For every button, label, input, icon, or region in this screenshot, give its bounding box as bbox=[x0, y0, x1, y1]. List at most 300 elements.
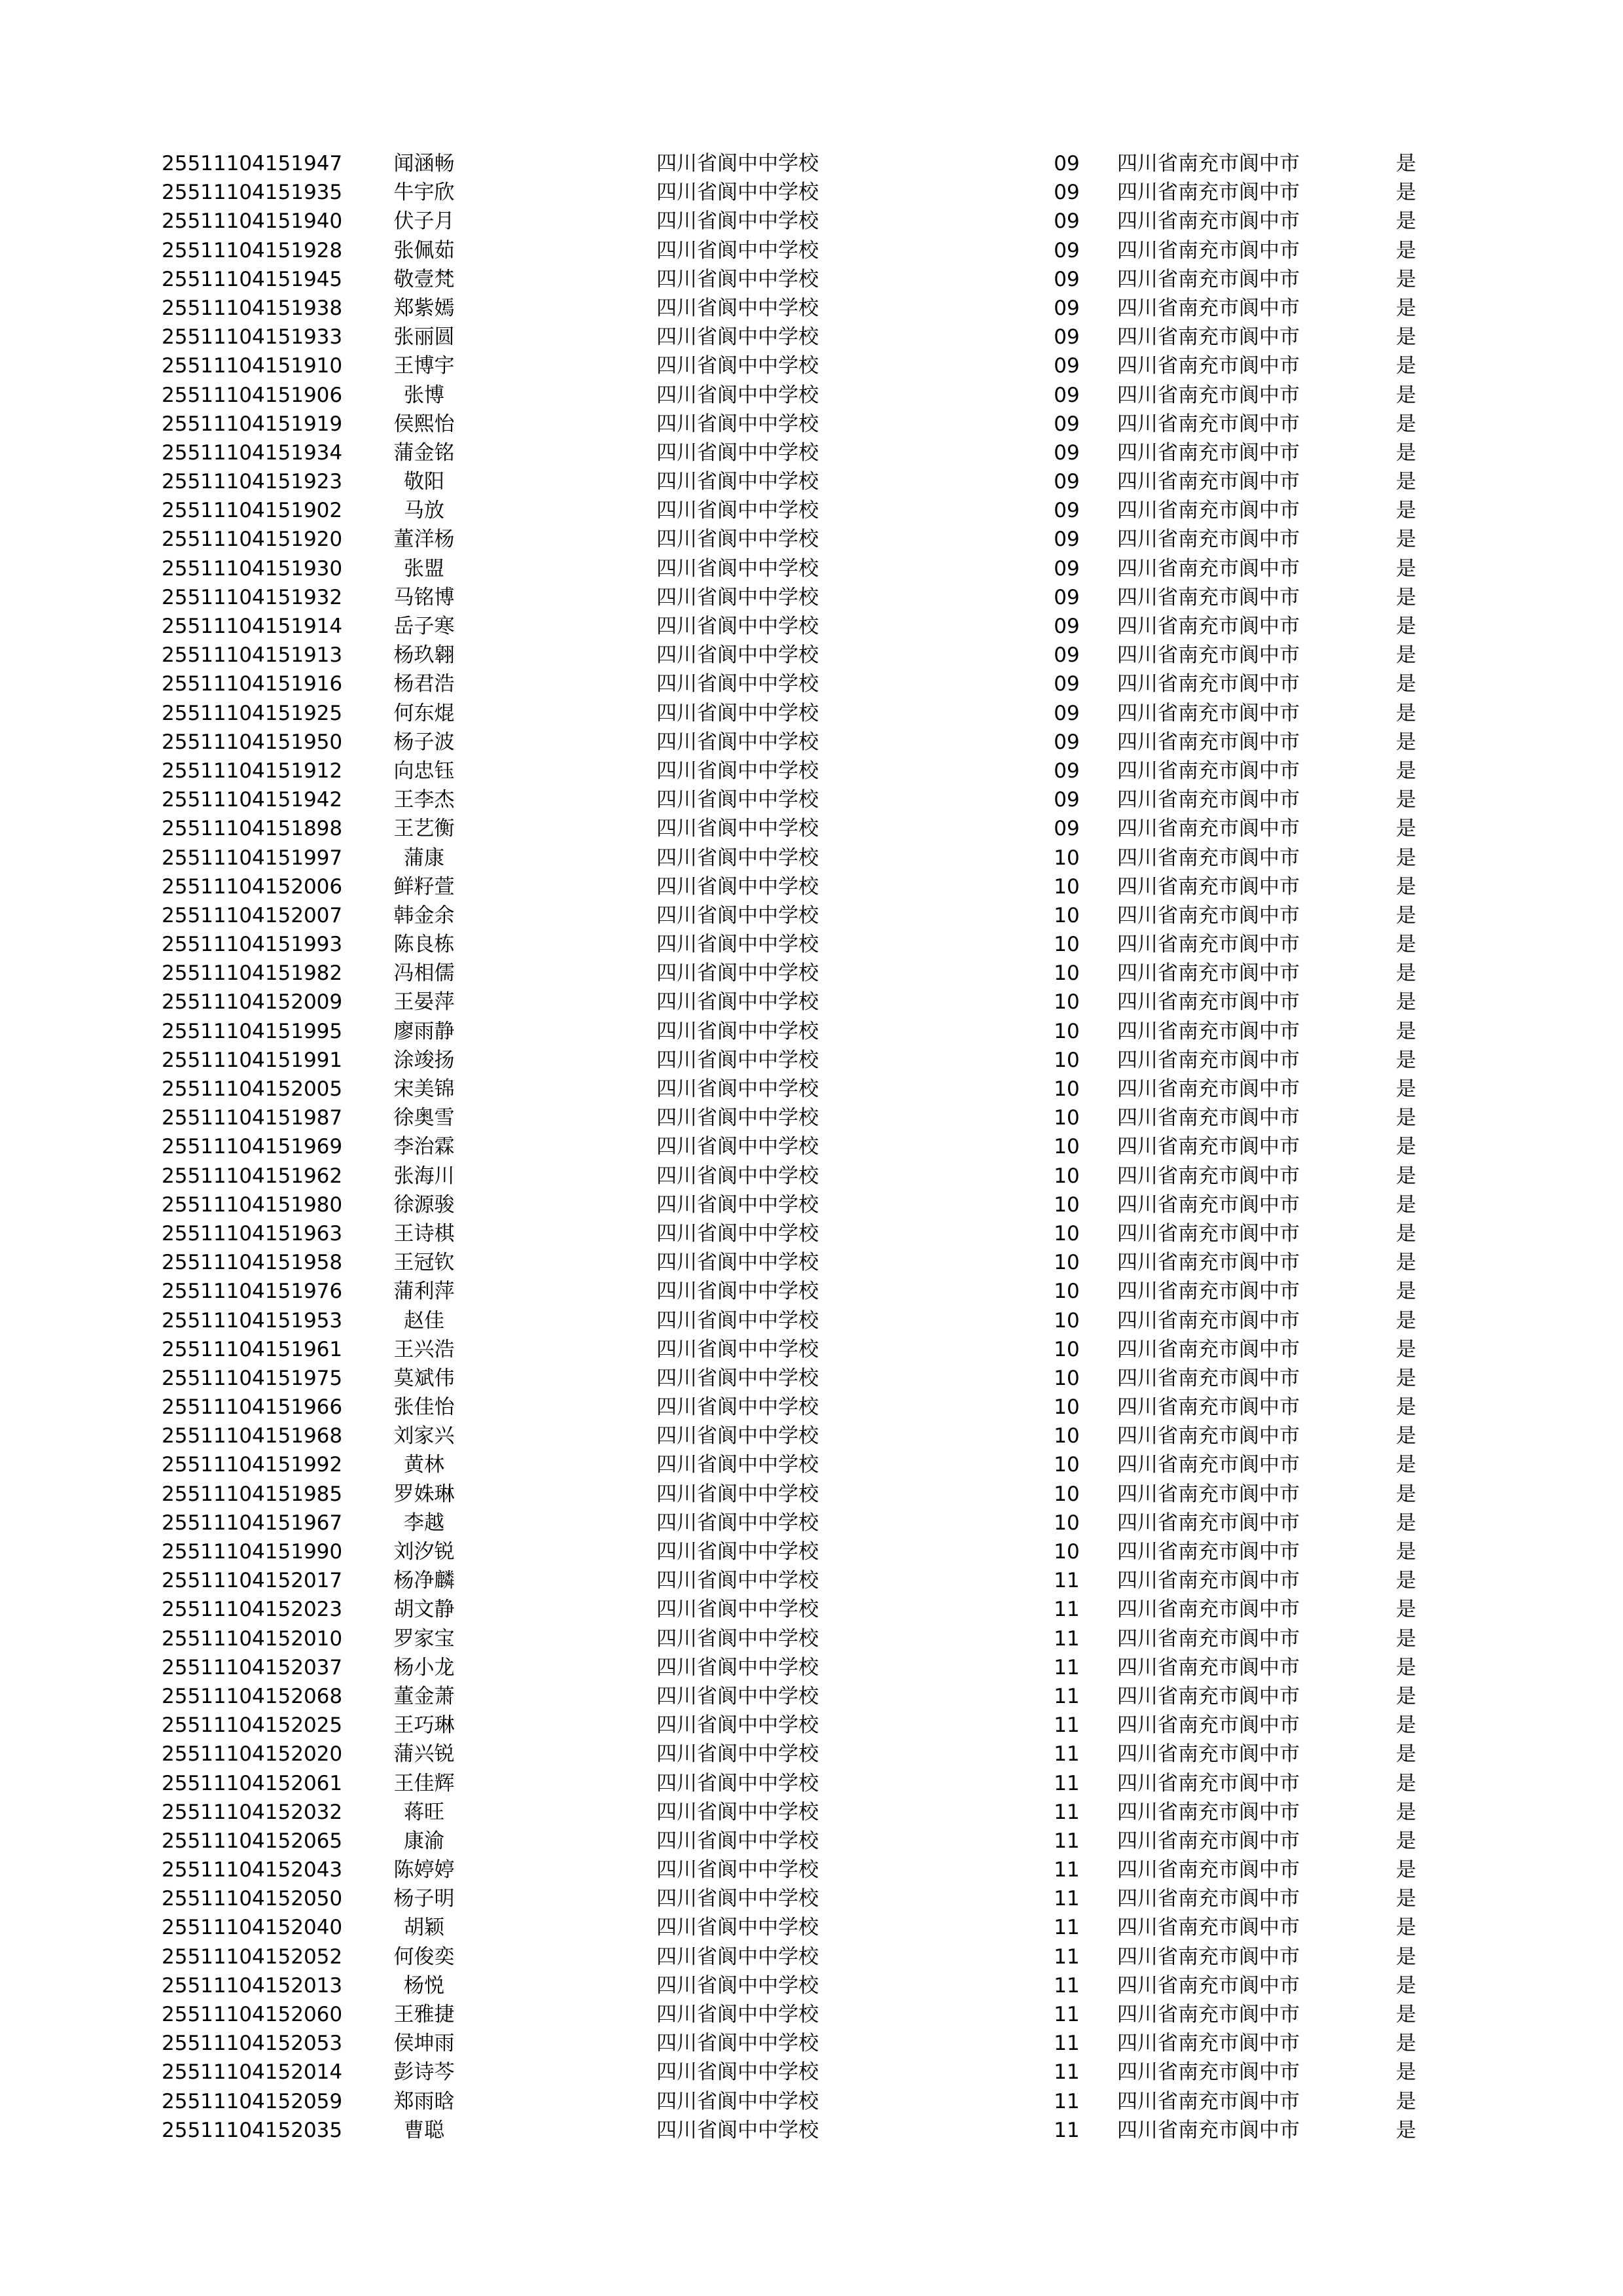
region-cell: 四川省南充市阆中市 bbox=[1117, 1684, 1300, 1708]
exam-number-cell: 25511104151933 bbox=[162, 325, 343, 350]
class-number-cell: 09 bbox=[1054, 354, 1080, 378]
region-cell: 四川省南充市阆中市 bbox=[1117, 383, 1300, 407]
table-row bbox=[0, 930, 1623, 959]
class-number-cell: 10 bbox=[1054, 961, 1080, 986]
table-row bbox=[0, 641, 1623, 670]
status-flag-cell: 是 bbox=[1396, 615, 1416, 638]
student-name-cell: 郑紫嫣 bbox=[393, 296, 455, 320]
class-number-cell: 11 bbox=[1054, 2118, 1080, 2142]
student-name-cell: 闻涵畅 bbox=[393, 152, 455, 175]
status-flag-cell: 是 bbox=[1396, 1077, 1416, 1101]
region-cell: 四川省南充市阆中市 bbox=[1117, 817, 1300, 841]
table-row bbox=[0, 728, 1623, 757]
region-cell: 四川省南充市阆中市 bbox=[1117, 1540, 1300, 1564]
exam-number-cell: 25511104151945 bbox=[162, 267, 343, 291]
school-name-cell: 四川省阆中中学校 bbox=[656, 1540, 819, 1564]
status-flag-cell: 是 bbox=[1396, 1482, 1416, 1506]
student-list-table bbox=[0, 149, 1623, 2145]
school-name-cell: 四川省阆中中学校 bbox=[656, 556, 819, 581]
exam-number-cell: 25511104151997 bbox=[162, 846, 343, 870]
exam-number-cell: 25511104151969 bbox=[162, 1135, 343, 1159]
table-row bbox=[0, 496, 1623, 525]
region-cell: 四川省南充市阆中市 bbox=[1117, 1106, 1300, 1130]
region-cell: 四川省南充市阆中市 bbox=[1117, 2032, 1300, 2056]
status-flag-cell: 是 bbox=[1396, 788, 1416, 812]
region-cell: 四川省南充市阆中市 bbox=[1117, 1308, 1300, 1333]
student-name-cell: 向忠钰 bbox=[393, 759, 455, 783]
student-name-cell: 杨子明 bbox=[393, 1887, 455, 1911]
exam-number-cell: 25511104151975 bbox=[162, 1366, 343, 1390]
exam-number-cell: 25511104151940 bbox=[162, 209, 343, 234]
student-name-cell: 王冠钦 bbox=[393, 1251, 455, 1275]
school-name-cell: 四川省阆中中学校 bbox=[656, 1655, 819, 1679]
class-number-cell: 10 bbox=[1054, 903, 1080, 927]
student-name-cell: 徐源骏 bbox=[393, 1193, 455, 1217]
class-number-cell: 11 bbox=[1054, 2060, 1080, 2085]
status-flag-cell: 是 bbox=[1396, 1800, 1416, 1824]
student-name-cell: 李治霖 bbox=[393, 1135, 455, 1159]
status-flag-cell: 是 bbox=[1396, 1626, 1416, 1651]
class-number-cell: 11 bbox=[1054, 1916, 1080, 1940]
exam-number-cell: 25511104151966 bbox=[162, 1395, 343, 1420]
class-number-cell: 09 bbox=[1054, 412, 1080, 436]
school-name-cell: 四川省阆中中学校 bbox=[656, 903, 819, 927]
region-cell: 四川省南充市阆中市 bbox=[1117, 1626, 1300, 1651]
table-row bbox=[0, 959, 1623, 988]
class-number-cell: 09 bbox=[1054, 615, 1080, 638]
school-name-cell: 四川省阆中中学校 bbox=[656, 1684, 819, 1708]
status-flag-cell: 是 bbox=[1396, 499, 1416, 523]
table-row bbox=[0, 351, 1623, 380]
table-row bbox=[0, 1422, 1623, 1450]
class-number-cell: 09 bbox=[1054, 585, 1080, 609]
table-row bbox=[0, 1075, 1623, 1103]
class-number-cell: 11 bbox=[1054, 1973, 1080, 1998]
status-flag-cell: 是 bbox=[1396, 2118, 1416, 2142]
table-row bbox=[0, 785, 1623, 814]
student-name-cell: 张丽圆 bbox=[393, 325, 455, 350]
region-cell: 四川省南充市阆中市 bbox=[1117, 990, 1300, 1014]
student-name-cell: 刘家兴 bbox=[393, 1424, 455, 1448]
table-row bbox=[0, 1017, 1623, 1046]
status-flag-cell: 是 bbox=[1396, 383, 1416, 407]
table-row bbox=[0, 1566, 1623, 1595]
exam-number-cell: 25511104152005 bbox=[162, 1077, 343, 1101]
region-cell: 四川省南充市阆中市 bbox=[1117, 1973, 1300, 1998]
region-cell: 四川省南充市阆中市 bbox=[1117, 672, 1300, 696]
class-number-cell: 10 bbox=[1054, 933, 1080, 957]
student-name-cell: 敬阳 bbox=[404, 470, 444, 494]
status-flag-cell: 是 bbox=[1396, 440, 1416, 465]
exam-number-cell: 25511104151910 bbox=[162, 354, 343, 378]
table-row bbox=[0, 1248, 1623, 1277]
student-name-cell: 马放 bbox=[404, 499, 444, 523]
school-name-cell: 四川省阆中中学校 bbox=[656, 2089, 819, 2113]
table-row bbox=[0, 1711, 1623, 1740]
status-flag-cell: 是 bbox=[1396, 2089, 1416, 2113]
class-number-cell: 10 bbox=[1054, 1424, 1080, 1448]
student-name-cell: 岳子寒 bbox=[393, 615, 455, 638]
class-number-cell: 10 bbox=[1054, 846, 1080, 870]
exam-number-cell: 25511104151898 bbox=[162, 817, 343, 841]
school-name-cell: 四川省阆中中学校 bbox=[656, 961, 819, 986]
student-name-cell: 敬壹梵 bbox=[393, 267, 455, 291]
student-name-cell: 宋美锦 bbox=[393, 1077, 455, 1101]
school-name-cell: 四川省阆中中学校 bbox=[656, 1887, 819, 1911]
region-cell: 四川省南充市阆中市 bbox=[1117, 874, 1300, 899]
status-flag-cell: 是 bbox=[1396, 1771, 1416, 1795]
region-cell: 四川省南充市阆中市 bbox=[1117, 325, 1300, 350]
class-number-cell: 11 bbox=[1054, 1858, 1080, 1882]
exam-number-cell: 25511104151947 bbox=[162, 152, 343, 175]
table-row bbox=[0, 410, 1623, 439]
school-name-cell: 四川省阆中中学校 bbox=[656, 1077, 819, 1101]
student-name-cell: 黄林 bbox=[404, 1453, 444, 1477]
region-cell: 四川省南充市阆中市 bbox=[1117, 2003, 1300, 2026]
class-number-cell: 09 bbox=[1054, 643, 1080, 668]
region-cell: 四川省南充市阆中市 bbox=[1117, 1858, 1300, 1882]
student-name-cell: 徐奥雪 bbox=[393, 1106, 455, 1130]
student-name-cell: 蒲康 bbox=[404, 846, 444, 870]
table-row bbox=[0, 323, 1623, 351]
class-number-cell: 10 bbox=[1054, 1164, 1080, 1188]
status-flag-cell: 是 bbox=[1396, 1221, 1416, 1246]
school-name-cell: 四川省阆中中学校 bbox=[656, 933, 819, 957]
table-row bbox=[0, 1450, 1623, 1479]
student-name-cell: 王兴浩 bbox=[393, 1337, 455, 1361]
status-flag-cell: 是 bbox=[1396, 1655, 1416, 1679]
region-cell: 四川省南充市阆中市 bbox=[1117, 1887, 1300, 1911]
status-flag-cell: 是 bbox=[1396, 1569, 1416, 1593]
status-flag-cell: 是 bbox=[1396, 1280, 1416, 1304]
table-row bbox=[0, 2029, 1623, 2058]
class-number-cell: 11 bbox=[1054, 1626, 1080, 1651]
school-name-cell: 四川省阆中中学校 bbox=[656, 528, 819, 552]
class-number-cell: 10 bbox=[1054, 1540, 1080, 1564]
class-number-cell: 09 bbox=[1054, 440, 1080, 465]
table-row bbox=[0, 1219, 1623, 1248]
table-row bbox=[0, 1884, 1623, 1913]
region-cell: 四川省南充市阆中市 bbox=[1117, 2089, 1300, 2113]
class-number-cell: 10 bbox=[1054, 1366, 1080, 1390]
exam-number-cell: 25511104151961 bbox=[162, 1337, 343, 1361]
school-name-cell: 四川省阆中中学校 bbox=[656, 2003, 819, 2026]
status-flag-cell: 是 bbox=[1396, 961, 1416, 986]
school-name-cell: 四川省阆中中学校 bbox=[656, 1221, 819, 1246]
status-flag-cell: 是 bbox=[1396, 1598, 1416, 1622]
region-cell: 四川省南充市阆中市 bbox=[1117, 1713, 1300, 1738]
class-number-cell: 10 bbox=[1054, 1337, 1080, 1361]
exam-number-cell: 25511104152032 bbox=[162, 1800, 343, 1824]
status-flag-cell: 是 bbox=[1396, 759, 1416, 783]
exam-number-cell: 25511104152006 bbox=[162, 874, 343, 899]
table-row bbox=[0, 236, 1623, 265]
table-row bbox=[0, 1971, 1623, 2000]
exam-number-cell: 25511104151912 bbox=[162, 759, 343, 783]
class-number-cell: 09 bbox=[1054, 788, 1080, 812]
region-cell: 四川省南充市阆中市 bbox=[1117, 1800, 1300, 1824]
school-name-cell: 四川省阆中中学校 bbox=[656, 1424, 819, 1448]
status-flag-cell: 是 bbox=[1396, 1366, 1416, 1390]
status-flag-cell: 是 bbox=[1396, 412, 1416, 436]
school-name-cell: 四川省阆中中学校 bbox=[656, 499, 819, 523]
exam-number-cell: 25511104151934 bbox=[162, 440, 343, 465]
exam-number-cell: 25511104151976 bbox=[162, 1280, 343, 1304]
exam-number-cell: 25511104151980 bbox=[162, 1193, 343, 1217]
table-row bbox=[0, 1740, 1623, 1768]
table-row bbox=[0, 699, 1623, 728]
school-name-cell: 四川省阆中中学校 bbox=[656, 1019, 819, 1043]
region-cell: 四川省南充市阆中市 bbox=[1117, 528, 1300, 552]
status-flag-cell: 是 bbox=[1396, 846, 1416, 870]
school-name-cell: 四川省阆中中学校 bbox=[656, 1482, 819, 1506]
class-number-cell: 09 bbox=[1054, 672, 1080, 696]
class-number-cell: 11 bbox=[1054, 1800, 1080, 1824]
school-name-cell: 四川省阆中中学校 bbox=[656, 2060, 819, 2085]
class-number-cell: 09 bbox=[1054, 528, 1080, 552]
school-name-cell: 四川省阆中中学校 bbox=[656, 1135, 819, 1159]
status-flag-cell: 是 bbox=[1396, 730, 1416, 754]
class-number-cell: 10 bbox=[1054, 990, 1080, 1014]
class-number-cell: 11 bbox=[1054, 2032, 1080, 2056]
student-name-cell: 莫斌伟 bbox=[393, 1366, 455, 1390]
region-cell: 四川省南充市阆中市 bbox=[1117, 267, 1300, 291]
region-cell: 四川省南充市阆中市 bbox=[1117, 759, 1300, 783]
school-name-cell: 四川省阆中中学校 bbox=[656, 1800, 819, 1824]
table-row bbox=[0, 1798, 1623, 1827]
region-cell: 四川省南充市阆中市 bbox=[1117, 440, 1300, 465]
region-cell: 四川省南充市阆中市 bbox=[1117, 1945, 1300, 1969]
student-name-cell: 王诗棋 bbox=[393, 1221, 455, 1246]
table-row bbox=[0, 2000, 1623, 2029]
status-flag-cell: 是 bbox=[1396, 2003, 1416, 2026]
student-name-cell: 冯相儒 bbox=[393, 961, 455, 986]
school-name-cell: 四川省阆中中学校 bbox=[656, 152, 819, 175]
school-name-cell: 四川省阆中中学校 bbox=[656, 1251, 819, 1275]
region-cell: 四川省南充市阆中市 bbox=[1117, 1048, 1300, 1072]
exam-number-cell: 25511104151935 bbox=[162, 181, 343, 205]
status-flag-cell: 是 bbox=[1396, 209, 1416, 234]
table-row bbox=[0, 1364, 1623, 1393]
region-cell: 四川省南充市阆中市 bbox=[1117, 643, 1300, 668]
school-name-cell: 四川省阆中中学校 bbox=[656, 1395, 819, 1420]
class-number-cell: 09 bbox=[1054, 238, 1080, 262]
school-name-cell: 四川省阆中中学校 bbox=[656, 1626, 819, 1651]
exam-number-cell: 25511104151914 bbox=[162, 615, 343, 638]
exam-number-cell: 25511104152020 bbox=[162, 1742, 343, 1767]
school-name-cell: 四川省阆中中学校 bbox=[656, 788, 819, 812]
table-row bbox=[0, 265, 1623, 294]
class-number-cell: 09 bbox=[1054, 383, 1080, 407]
status-flag-cell: 是 bbox=[1396, 1540, 1416, 1564]
exam-number-cell: 25511104152023 bbox=[162, 1598, 343, 1622]
class-number-cell: 10 bbox=[1054, 1106, 1080, 1130]
student-name-cell: 王晏萍 bbox=[393, 990, 455, 1014]
school-name-cell: 四川省阆中中学校 bbox=[656, 1569, 819, 1593]
student-name-cell: 张海川 bbox=[393, 1164, 455, 1188]
class-number-cell: 11 bbox=[1054, 1829, 1080, 1853]
student-name-cell: 杨玖翱 bbox=[393, 643, 455, 668]
school-name-cell: 四川省阆中中学校 bbox=[656, 1858, 819, 1882]
exam-number-cell: 25511104151987 bbox=[162, 1106, 343, 1130]
status-flag-cell: 是 bbox=[1396, 874, 1416, 899]
exam-number-cell: 25511104152013 bbox=[162, 1973, 343, 1998]
region-cell: 四川省南充市阆中市 bbox=[1117, 1164, 1300, 1188]
school-name-cell: 四川省阆中中学校 bbox=[656, 615, 819, 638]
school-name-cell: 四川省阆中中学校 bbox=[656, 2118, 819, 2142]
table-row bbox=[0, 1682, 1623, 1711]
student-name-cell: 杨悦 bbox=[404, 1973, 444, 1998]
table-row bbox=[0, 612, 1623, 641]
table-row bbox=[0, 1046, 1623, 1075]
exam-number-cell: 25511104152043 bbox=[162, 1858, 343, 1882]
class-number-cell: 09 bbox=[1054, 325, 1080, 350]
region-cell: 四川省南充市阆中市 bbox=[1117, 788, 1300, 812]
status-flag-cell: 是 bbox=[1396, 1337, 1416, 1361]
class-number-cell: 11 bbox=[1054, 1742, 1080, 1767]
region-cell: 四川省南充市阆中市 bbox=[1117, 1251, 1300, 1275]
region-cell: 四川省南充市阆中市 bbox=[1117, 1511, 1300, 1535]
status-flag-cell: 是 bbox=[1396, 325, 1416, 350]
exam-number-cell: 25511104152025 bbox=[162, 1713, 343, 1738]
status-flag-cell: 是 bbox=[1396, 1251, 1416, 1275]
region-cell: 四川省南充市阆中市 bbox=[1117, 2060, 1300, 2085]
status-flag-cell: 是 bbox=[1396, 528, 1416, 552]
exam-number-cell: 25511104152010 bbox=[162, 1626, 343, 1651]
class-number-cell: 10 bbox=[1054, 1221, 1080, 1246]
exam-number-cell: 25511104152040 bbox=[162, 1916, 343, 1940]
status-flag-cell: 是 bbox=[1396, 1916, 1416, 1940]
student-name-cell: 蒲金铭 bbox=[393, 440, 455, 465]
table-row bbox=[0, 467, 1623, 496]
region-cell: 四川省南充市阆中市 bbox=[1117, 1569, 1300, 1593]
region-cell: 四川省南充市阆中市 bbox=[1117, 1395, 1300, 1420]
status-flag-cell: 是 bbox=[1396, 2060, 1416, 2085]
table-row bbox=[0, 381, 1623, 410]
school-name-cell: 四川省阆中中学校 bbox=[656, 2032, 819, 2056]
exam-number-cell: 25511104152007 bbox=[162, 903, 343, 927]
student-name-cell: 赵佳 bbox=[404, 1308, 444, 1333]
table-row bbox=[0, 1653, 1623, 1682]
school-name-cell: 四川省阆中中学校 bbox=[656, 1106, 819, 1130]
exam-number-cell: 25511104151968 bbox=[162, 1424, 343, 1448]
status-flag-cell: 是 bbox=[1396, 1742, 1416, 1767]
region-cell: 四川省南充市阆中市 bbox=[1117, 701, 1300, 725]
student-name-cell: 李越 bbox=[404, 1511, 444, 1535]
region-cell: 四川省南充市阆中市 bbox=[1117, 556, 1300, 581]
class-number-cell: 11 bbox=[1054, 2089, 1080, 2113]
status-flag-cell: 是 bbox=[1396, 1395, 1416, 1420]
status-flag-cell: 是 bbox=[1396, 701, 1416, 725]
exam-number-cell: 25511104151958 bbox=[162, 1251, 343, 1275]
class-number-cell: 09 bbox=[1054, 296, 1080, 320]
school-name-cell: 四川省阆中中学校 bbox=[656, 354, 819, 378]
student-name-cell: 杨小龙 bbox=[393, 1655, 455, 1679]
status-flag-cell: 是 bbox=[1396, 1713, 1416, 1738]
exam-number-cell: 25511104151919 bbox=[162, 412, 343, 436]
table-row bbox=[0, 988, 1623, 1016]
school-name-cell: 四川省阆中中学校 bbox=[656, 730, 819, 754]
table-row bbox=[0, 1103, 1623, 1132]
student-name-cell: 王博宇 bbox=[393, 354, 455, 378]
table-row bbox=[0, 149, 1623, 178]
student-name-cell: 侯坤雨 bbox=[393, 2032, 455, 2056]
student-name-cell: 罗姝琳 bbox=[393, 1482, 455, 1506]
exam-number-cell: 25511104151942 bbox=[162, 788, 343, 812]
exam-number-cell: 25511104151928 bbox=[162, 238, 343, 262]
school-name-cell: 四川省阆中中学校 bbox=[656, 1973, 819, 1998]
class-number-cell: 09 bbox=[1054, 556, 1080, 581]
student-name-cell: 王李杰 bbox=[393, 788, 455, 812]
table-row bbox=[0, 207, 1623, 236]
student-name-cell: 杨君浩 bbox=[393, 672, 455, 696]
status-flag-cell: 是 bbox=[1396, 296, 1416, 320]
school-name-cell: 四川省阆中中学校 bbox=[656, 1280, 819, 1304]
class-number-cell: 11 bbox=[1054, 1713, 1080, 1738]
region-cell: 四川省南充市阆中市 bbox=[1117, 1193, 1300, 1217]
region-cell: 四川省南充市阆中市 bbox=[1117, 1771, 1300, 1795]
exam-number-cell: 25511104152014 bbox=[162, 2060, 343, 2085]
exam-number-cell: 25511104151916 bbox=[162, 672, 343, 696]
student-name-cell: 张佩茹 bbox=[393, 238, 455, 262]
exam-number-cell: 25511104151902 bbox=[162, 499, 343, 523]
region-cell: 四川省南充市阆中市 bbox=[1117, 2118, 1300, 2142]
table-row bbox=[0, 554, 1623, 583]
student-name-cell: 胡文静 bbox=[393, 1598, 455, 1622]
status-flag-cell: 是 bbox=[1396, 1164, 1416, 1188]
table-row bbox=[0, 1856, 1623, 1884]
status-flag-cell: 是 bbox=[1396, 181, 1416, 205]
student-name-cell: 康渝 bbox=[404, 1829, 444, 1853]
exam-number-cell: 25511104152037 bbox=[162, 1655, 343, 1679]
student-name-cell: 鲜籽萱 bbox=[393, 874, 455, 899]
region-cell: 四川省南充市阆中市 bbox=[1117, 470, 1300, 494]
region-cell: 四川省南充市阆中市 bbox=[1117, 903, 1300, 927]
class-number-cell: 11 bbox=[1054, 1771, 1080, 1795]
school-name-cell: 四川省阆中中学校 bbox=[656, 1945, 819, 1969]
table-row bbox=[0, 757, 1623, 785]
region-cell: 四川省南充市阆中市 bbox=[1117, 354, 1300, 378]
exam-number-cell: 25511104152061 bbox=[162, 1771, 343, 1795]
school-name-cell: 四川省阆中中学校 bbox=[656, 1829, 819, 1853]
class-number-cell: 10 bbox=[1054, 1193, 1080, 1217]
school-name-cell: 四川省阆中中学校 bbox=[656, 672, 819, 696]
region-cell: 四川省南充市阆中市 bbox=[1117, 1829, 1300, 1853]
class-number-cell: 10 bbox=[1054, 1280, 1080, 1304]
class-number-cell: 10 bbox=[1054, 1077, 1080, 1101]
student-name-cell: 何俊奕 bbox=[393, 1945, 455, 1969]
student-name-cell: 董洋杨 bbox=[393, 528, 455, 552]
table-row bbox=[0, 1943, 1623, 1971]
class-number-cell: 09 bbox=[1054, 470, 1080, 494]
exam-number-cell: 25511104152052 bbox=[162, 1945, 343, 1969]
school-name-cell: 四川省阆中中学校 bbox=[656, 1048, 819, 1072]
class-number-cell: 09 bbox=[1054, 181, 1080, 205]
school-name-cell: 四川省阆中中学校 bbox=[656, 1453, 819, 1477]
class-number-cell: 09 bbox=[1054, 267, 1080, 291]
table-row bbox=[0, 1191, 1623, 1219]
school-name-cell: 四川省阆中中学校 bbox=[656, 296, 819, 320]
table-row bbox=[0, 439, 1623, 467]
table-row bbox=[0, 872, 1623, 901]
school-name-cell: 四川省阆中中学校 bbox=[656, 1598, 819, 1622]
exam-number-cell: 25511104151953 bbox=[162, 1308, 343, 1333]
table-row bbox=[0, 670, 1623, 698]
region-cell: 四川省南充市阆中市 bbox=[1117, 1135, 1300, 1159]
exam-number-cell: 25511104151985 bbox=[162, 1482, 343, 1506]
school-name-cell: 四川省阆中中学校 bbox=[656, 267, 819, 291]
exam-number-cell: 25511104151993 bbox=[162, 933, 343, 957]
